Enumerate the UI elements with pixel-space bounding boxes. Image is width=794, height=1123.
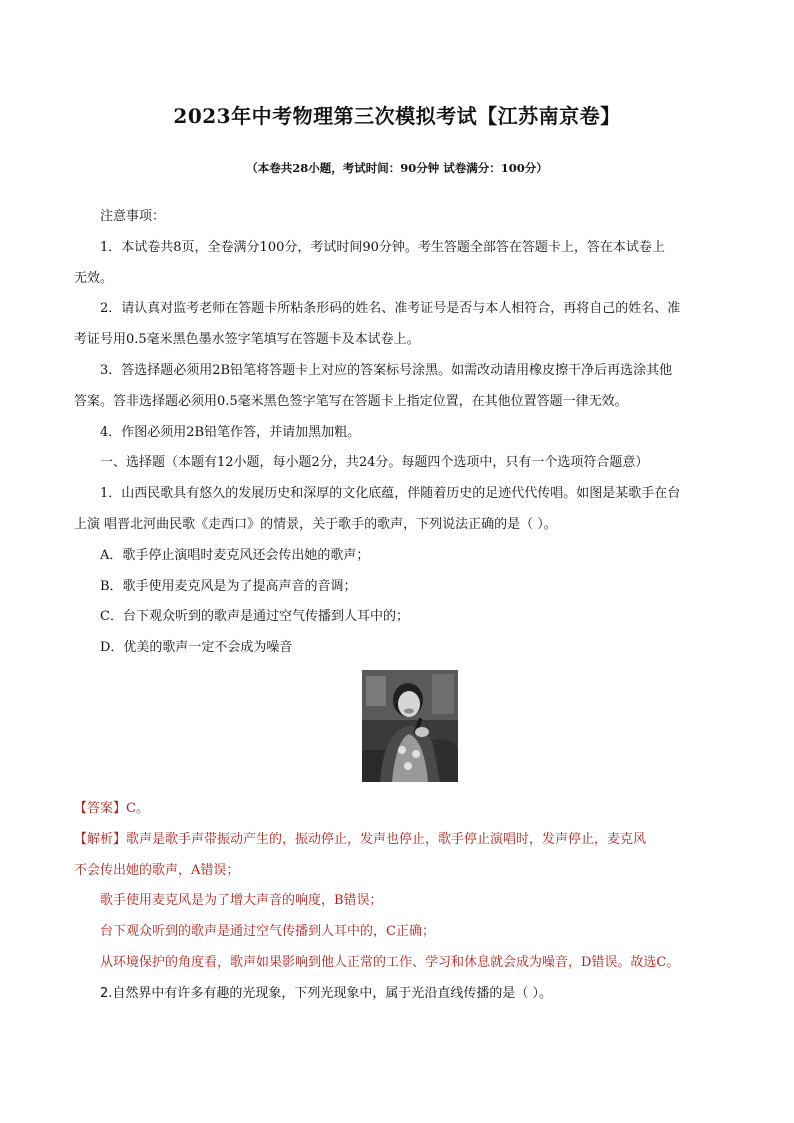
- section-heading: 一、选择题（本题有12小题，每小题2分，共24分。每题四个选项中，只有一个选项符合题意）: [100, 455, 649, 471]
- analysis-line-2: 不会传出她的歌声，A错误；: [74, 862, 240, 878]
- analysis-text-1: 歌声是歌手声带振动产生的，振动停止，发声也停止，歌手停止演唱时，发声停止，麦克风: [126, 831, 647, 847]
- analysis-line-5: 从环境保护的角度看，歌声如果影响到他人正常的工作、学习和休息就会成为噪音，D错误。故选C。: [100, 954, 680, 970]
- question-1-stem: 1．山西民歌具有悠久的发展历史和深厚的文化底蕴，伴随着历史的足迹代代传唱。如图是某歌手在台: [100, 486, 681, 502]
- exam-body: [74, 202, 718, 1010]
- notice-item-2-cont: 考证号用0.5毫米黑色墨水签字笔填写在答题卡及本试卷上。: [74, 332, 420, 348]
- analysis-line-4: 台下观众听到的歌声是通过空气传播到人耳中的，C正确；: [100, 924, 435, 940]
- notice-item-1-cont: 无效。: [74, 270, 114, 286]
- option-d: D．优美的歌声一定不会成为噪音: [100, 640, 293, 656]
- question-2-stem: 2.自然界中有许多有趣的光现象，下列光现象中，属于光沿直线传播的是（ ）。: [100, 985, 553, 1001]
- option-b: B．歌手使用麦克风是为了提高声音的音调；: [100, 578, 357, 594]
- notice-item-1: 1．本试卷共8页，全卷满分100分，考试时间90分钟。考生答题全部答在答题卡上，答在本试卷上: [100, 239, 665, 255]
- notice-item-2: 2．请认真对监考老师在答题卡所粘条形码的姓名、准考证号是否与本人相符合，再将自己的姓名、准: [100, 301, 681, 317]
- singer-photo: [362, 670, 458, 782]
- analysis-line-1: [74, 825, 718, 856]
- answer: 【答案】C。: [74, 800, 149, 816]
- exam-info: （本卷共28小题，考试时间：90分钟 试卷满分：100分）: [246, 161, 548, 175]
- question-figure: [74, 670, 718, 790]
- option-c: C．台下观众听到的歌声是通过空气传播到人耳中的；: [100, 609, 409, 625]
- notice-item-4: 4．作图必须用2B铅笔作答，并请加黑加粗。: [100, 424, 361, 440]
- analysis-label: 【解析】: [74, 831, 127, 847]
- question-1-stem-cont: 上演 唱晋北河曲民歌《走西口》的情景，关于歌手的歌声，下列说法正确的是（ ）。: [74, 516, 557, 532]
- notice-item-3-cont: 答案。答非选择题必须用0.5毫米黑色签字笔写在答题卡上指定位置，在其他位置答题一律无效。: [74, 393, 628, 409]
- notice-item-3: 3．答选择题必须用2B铅笔将答题卡上对应的答案标号涂黑。如需改动请用橡皮擦干净后再选涂其他: [100, 362, 673, 378]
- analysis-line-3: 歌手使用麦克风是为了增大声音的响度，B错误；: [100, 893, 383, 909]
- option-a: A．歌手停止演唱时麦克风还会传出她的歌声；: [100, 547, 370, 563]
- notice-heading: 注意事项：: [100, 209, 166, 224]
- page-title: 2023年中考物理第三次模拟考试【江苏南京卷】: [173, 104, 621, 128]
